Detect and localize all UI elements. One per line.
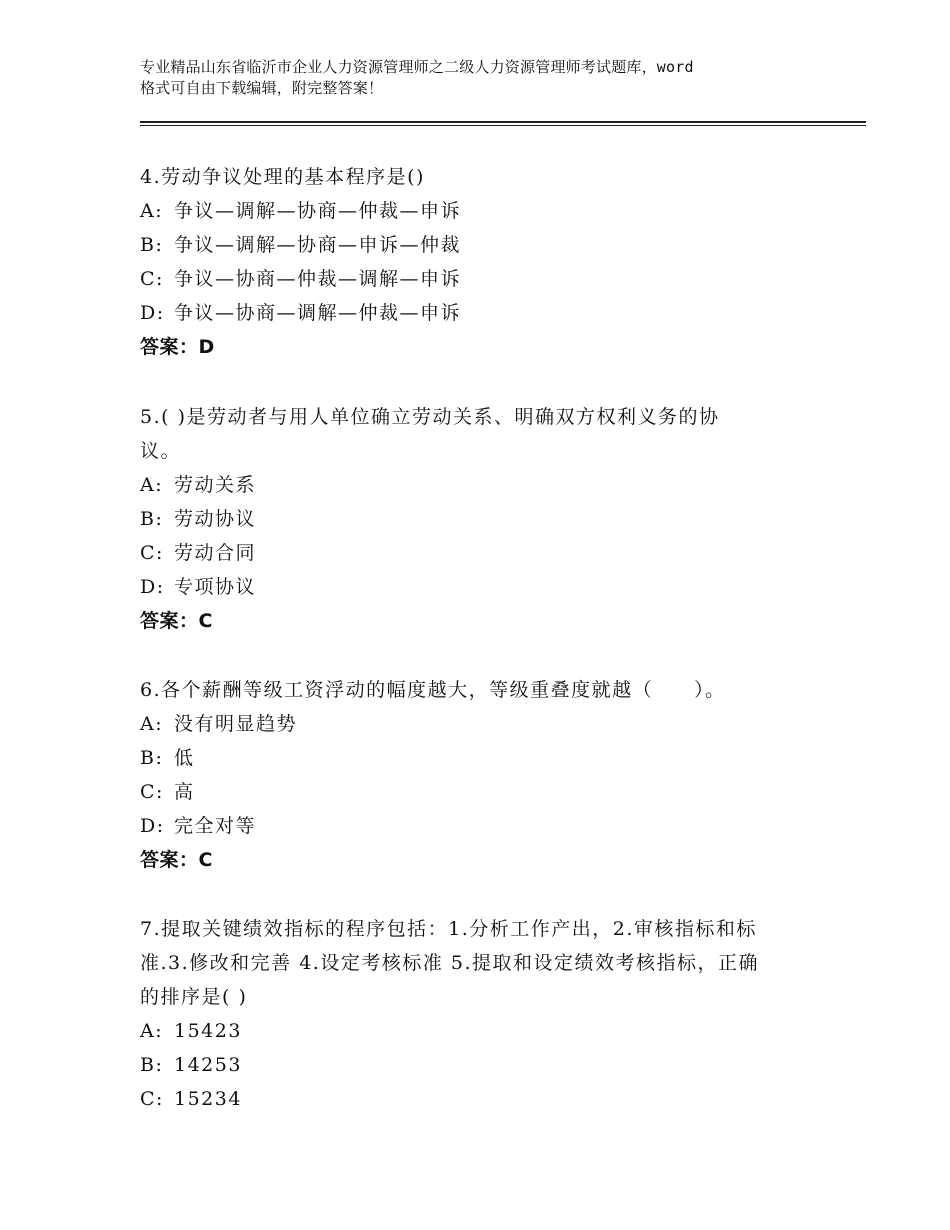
question-5 [140, 400, 820, 638]
option-text: 专项协议 [174, 576, 257, 598]
header-divider-thin [140, 125, 866, 126]
option-c [140, 775, 820, 809]
option-c [140, 536, 820, 570]
option-b [140, 741, 820, 775]
option-b [140, 228, 820, 262]
option-text: 争议—协商—仲裁—调解—申诉 [174, 268, 462, 290]
question-4 [140, 160, 820, 364]
question-7 [140, 912, 820, 1116]
option-text: 争议—调解—协商—申诉—仲裁 [174, 234, 462, 256]
question-stem-line-1: 5.( )是劳动者与用人单位确立劳动关系、明确双方权利义务的协 [140, 406, 720, 428]
option-d [140, 809, 820, 843]
header-line-2: 格式可自由下载编辑，附完整答案！ [140, 79, 384, 97]
question-stem-line-2: 准.3.修改和完善 4.设定考核标准 5.提取和设定绩效考核指标，正确 [140, 952, 760, 974]
question-stem-line-2: 议。 [140, 440, 182, 462]
question-stem: 4.劳动争议处理的基本程序是() [140, 166, 425, 188]
option-key: B: [140, 234, 164, 256]
question-stem-line-3: 的排序是( ) [140, 986, 248, 1008]
option-key: A: [140, 200, 164, 222]
option-key: D: [140, 576, 165, 598]
option-b [140, 502, 820, 536]
question-stem-line-1: 7.提取关键绩效指标的程序包括：1.分析工作产出，2.审核指标和标 [140, 918, 757, 940]
option-key: C: [140, 781, 164, 803]
option-text: 争议—协商—调解—仲裁—申诉 [174, 302, 462, 324]
option-key: A: [140, 474, 164, 496]
option-text: 劳动合同 [174, 542, 257, 564]
question-stem: 6.各个薪酬等级工资浮动的幅度越大，等级重叠度就越（ ）。 [140, 679, 726, 701]
option-key: B: [140, 747, 164, 769]
option-a [140, 1014, 820, 1048]
option-key: C: [140, 1088, 164, 1110]
answer: 答案：C [140, 610, 213, 632]
header-line-1: 专业精品山东省临沂市企业人力资源管理师之二级人力资源管理师考试题库，word [140, 58, 694, 76]
document-header [140, 57, 840, 99]
option-key: B: [140, 1054, 164, 1076]
option-text: 完全对等 [174, 815, 257, 837]
option-text: 15423 [174, 1020, 242, 1042]
option-text: 14253 [174, 1054, 242, 1076]
option-c [140, 262, 820, 296]
option-d [140, 296, 820, 330]
answer: 答案：C [140, 849, 213, 871]
option-key: D: [140, 815, 165, 837]
option-text: 争议—调解—协商—仲裁—申诉 [174, 200, 462, 222]
option-text: 劳动关系 [174, 474, 257, 496]
answer: 答案：D [140, 336, 215, 358]
option-a [140, 707, 820, 741]
option-text: 15234 [174, 1088, 242, 1110]
option-text: 高 [174, 781, 195, 803]
option-key: D: [140, 302, 165, 324]
option-b [140, 1048, 820, 1082]
question-6 [140, 673, 820, 877]
option-key: A: [140, 1020, 164, 1042]
option-a [140, 194, 820, 228]
option-key: C: [140, 542, 164, 564]
option-key: A: [140, 713, 164, 735]
option-d [140, 570, 820, 604]
option-text: 没有明显趋势 [174, 713, 298, 735]
option-key: C: [140, 268, 164, 290]
option-text: 低 [174, 747, 195, 769]
option-c [140, 1082, 820, 1116]
option-text: 劳动协议 [174, 508, 257, 530]
option-a [140, 468, 820, 502]
header-divider-thick [140, 121, 866, 123]
option-key: B: [140, 508, 164, 530]
